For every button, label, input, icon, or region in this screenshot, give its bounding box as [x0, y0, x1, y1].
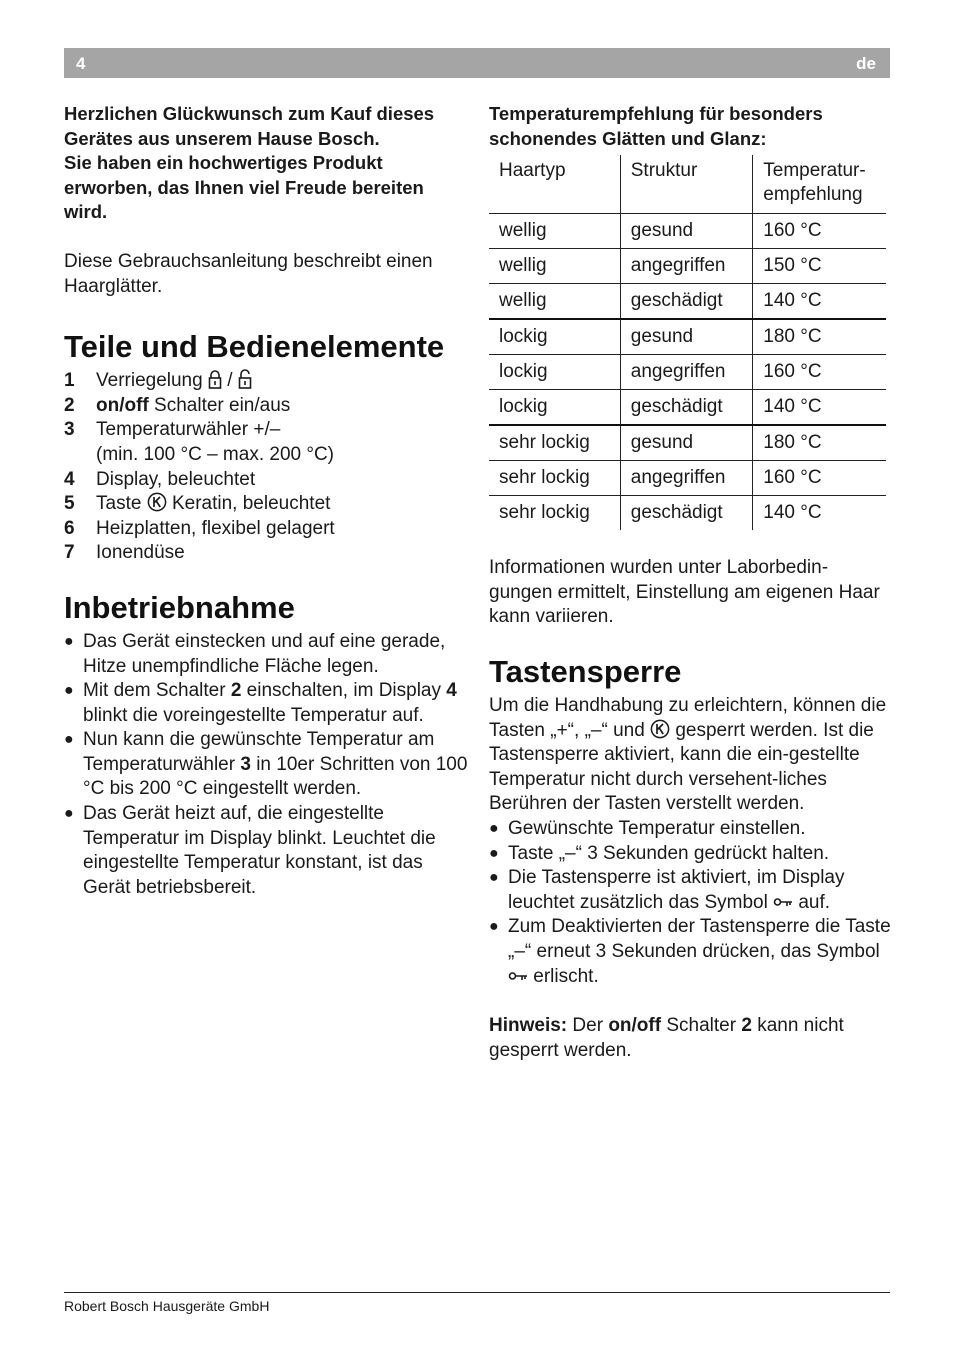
intro-description: Diese Gebrauchsanleitung beschreibt einen Haarglätter. [64, 250, 433, 297]
table-row [489, 214, 886, 249]
table-cell: 160 °C [753, 461, 886, 496]
page-header-bar [64, 48, 890, 78]
keratin-k-icon [650, 719, 670, 739]
tastensperre-intro: Um die Handhabung zu erleichtern, können die Tasten „+“, „–“ und gesperrt werden. Ist die Tastensperre aktiviert, kann die ein-gestellte Temperatur nicht durch versehent-liches Berühren der Tasten verstellt werden. [489, 694, 887, 815]
list-item: ● Taste „–“ 3 Sekunden gedrückt halten. [489, 842, 891, 867]
column-header-struktur: Struktur [620, 155, 753, 214]
table-row [489, 355, 886, 390]
bullet-icon: ● [64, 682, 74, 700]
left-column [64, 102, 468, 900]
bullet-icon: ● [64, 805, 74, 823]
bullet-icon: ● [489, 844, 499, 862]
list-item: ● Mit dem Schalter 2 einschalten, im Display 4 blinkt die voreingestellte Temperatur auf. [64, 679, 468, 728]
table-cell: wellig [489, 249, 620, 284]
footer-divider [64, 1292, 890, 1293]
column-header-temperatur: Temperatur- empfehlung [753, 155, 886, 214]
bullet-icon: ● [64, 632, 74, 650]
parts-list [64, 369, 468, 566]
temperature-table [489, 155, 886, 530]
right-column [489, 102, 891, 1063]
hinweis-note: Hinweis: Der on/off Schalter 2 kann nicht gesperrt werden. [489, 1015, 844, 1061]
table-cell: 140 °C [753, 284, 886, 320]
table-cell: angegriffen [620, 355, 753, 390]
section-title-inbetriebnahme: Inbetriebnahme [64, 589, 295, 625]
lock-open-icon [238, 369, 252, 389]
page-number: 4 [76, 54, 86, 73]
inbetrieb-steps [64, 630, 468, 901]
table-cell: gesund [620, 214, 753, 249]
list-item: ● Nun kann die gewünschte Temperatur am Temperaturwähler 3 in 10er Schritten von 100 °C bis 200 °C eingestellt werden. [64, 728, 468, 802]
table-cell: lockig [489, 390, 620, 426]
list-item: ● Das Gerät heizt auf, die eingestellte Temperatur im Display blinkt. Leuchtet die eingestellte Temperatur konstant, ist das Gerät betriebsbereit. [64, 802, 468, 900]
list-item: 6 Heizplatten, flexibel gelagert [64, 517, 335, 539]
table-cell: wellig [489, 284, 620, 320]
table-row [489, 496, 886, 531]
table-cell: sehr lockig [489, 425, 620, 461]
table-row [489, 425, 886, 461]
table-row [489, 461, 886, 496]
bullet-icon: ● [489, 819, 499, 837]
section-title-tastensperre: Tastensperre [489, 653, 682, 689]
intro-congratulations: Herzlichen Glückwunsch zum Kauf dieses Gerätes aus unserem Hause Bosch. Sie haben ein hochwertiges Produkt erworben, das Ihnen viel Freude bereiten wird. [64, 103, 435, 223]
list-item: 7 Ionendüse [64, 542, 185, 564]
table-row [489, 319, 886, 355]
list-item: ● Das Gerät einstecken und auf eine gerade, Hitze unempfindliche Fläche legen. [64, 630, 468, 679]
bullet-icon: ● [489, 869, 499, 887]
key-icon [508, 971, 528, 985]
keratin-k-icon [147, 492, 167, 512]
language-code: de [856, 54, 876, 73]
bullet-icon: ● [489, 918, 499, 936]
lock-closed-icon [208, 369, 222, 389]
table-cell: 160 °C [753, 355, 886, 390]
table-cell: 140 °C [753, 496, 886, 531]
table-cell: 180 °C [753, 319, 886, 355]
list-item: ● Zum Deaktivierten der Tastensperre die Taste „–“ erneut 3 Sekunden drücken, das Symbol erlischt. [489, 915, 891, 989]
list-item: 2 on/off Schalter ein/aus [64, 394, 291, 416]
table-cell: angegriffen [620, 249, 753, 284]
table-cell: angegriffen [620, 461, 753, 496]
table-row [489, 390, 886, 426]
table-cell: gesund [620, 425, 753, 461]
table-cell: sehr lockig [489, 461, 620, 496]
table-cell: 150 °C [753, 249, 886, 284]
table-cell: geschädigt [620, 390, 753, 426]
list-item: ● Die Tastensperre ist aktiviert, im Display leuchtet zusätzlich das Symbol auf. [489, 866, 891, 915]
footer-company: Robert Bosch Hausgeräte GmbH [64, 1298, 270, 1314]
list-item: ● Gewünschte Temperatur einstellen. [489, 817, 891, 842]
table-row [489, 249, 886, 284]
table-cell: 160 °C [753, 214, 886, 249]
bullet-icon: ● [64, 731, 74, 749]
table-cell: geschädigt [620, 284, 753, 320]
column-header-haartyp: Haartyp [489, 155, 620, 214]
table-cell: 140 °C [753, 390, 886, 426]
table-cell: sehr lockig [499, 502, 590, 524]
table-cell: geschädigt [620, 496, 753, 531]
table-cell: gesund [620, 319, 753, 355]
list-item: 1 Verriegelung / [64, 369, 468, 394]
table-cell: lockig [489, 355, 620, 390]
temperature-table-title: Temperaturempfehlung für besonders schonendes Glätten und Glanz: [489, 103, 823, 149]
section-title-parts: Teile und Bedienelemente [64, 329, 445, 365]
table-cell: lockig [489, 319, 620, 355]
table-cell: 180 °C [753, 425, 886, 461]
table-note: Informationen wurden unter Laborbedin-gungen ermittelt, Einstellung am eigenen Haar kann variieren. [489, 557, 880, 628]
tastensperre-steps [489, 817, 891, 989]
list-item: 5 Taste Keratin, beleuchtet [64, 493, 331, 515]
list-item: 3 Temperaturwähler +/– (min. 100 °C – max. 200 °C) [64, 419, 335, 465]
key-icon [773, 897, 793, 911]
table-header-row [489, 155, 886, 214]
list-item: 4 Display, beleuchtet [64, 468, 256, 490]
table-row [489, 284, 886, 320]
table-cell: wellig [489, 214, 620, 249]
